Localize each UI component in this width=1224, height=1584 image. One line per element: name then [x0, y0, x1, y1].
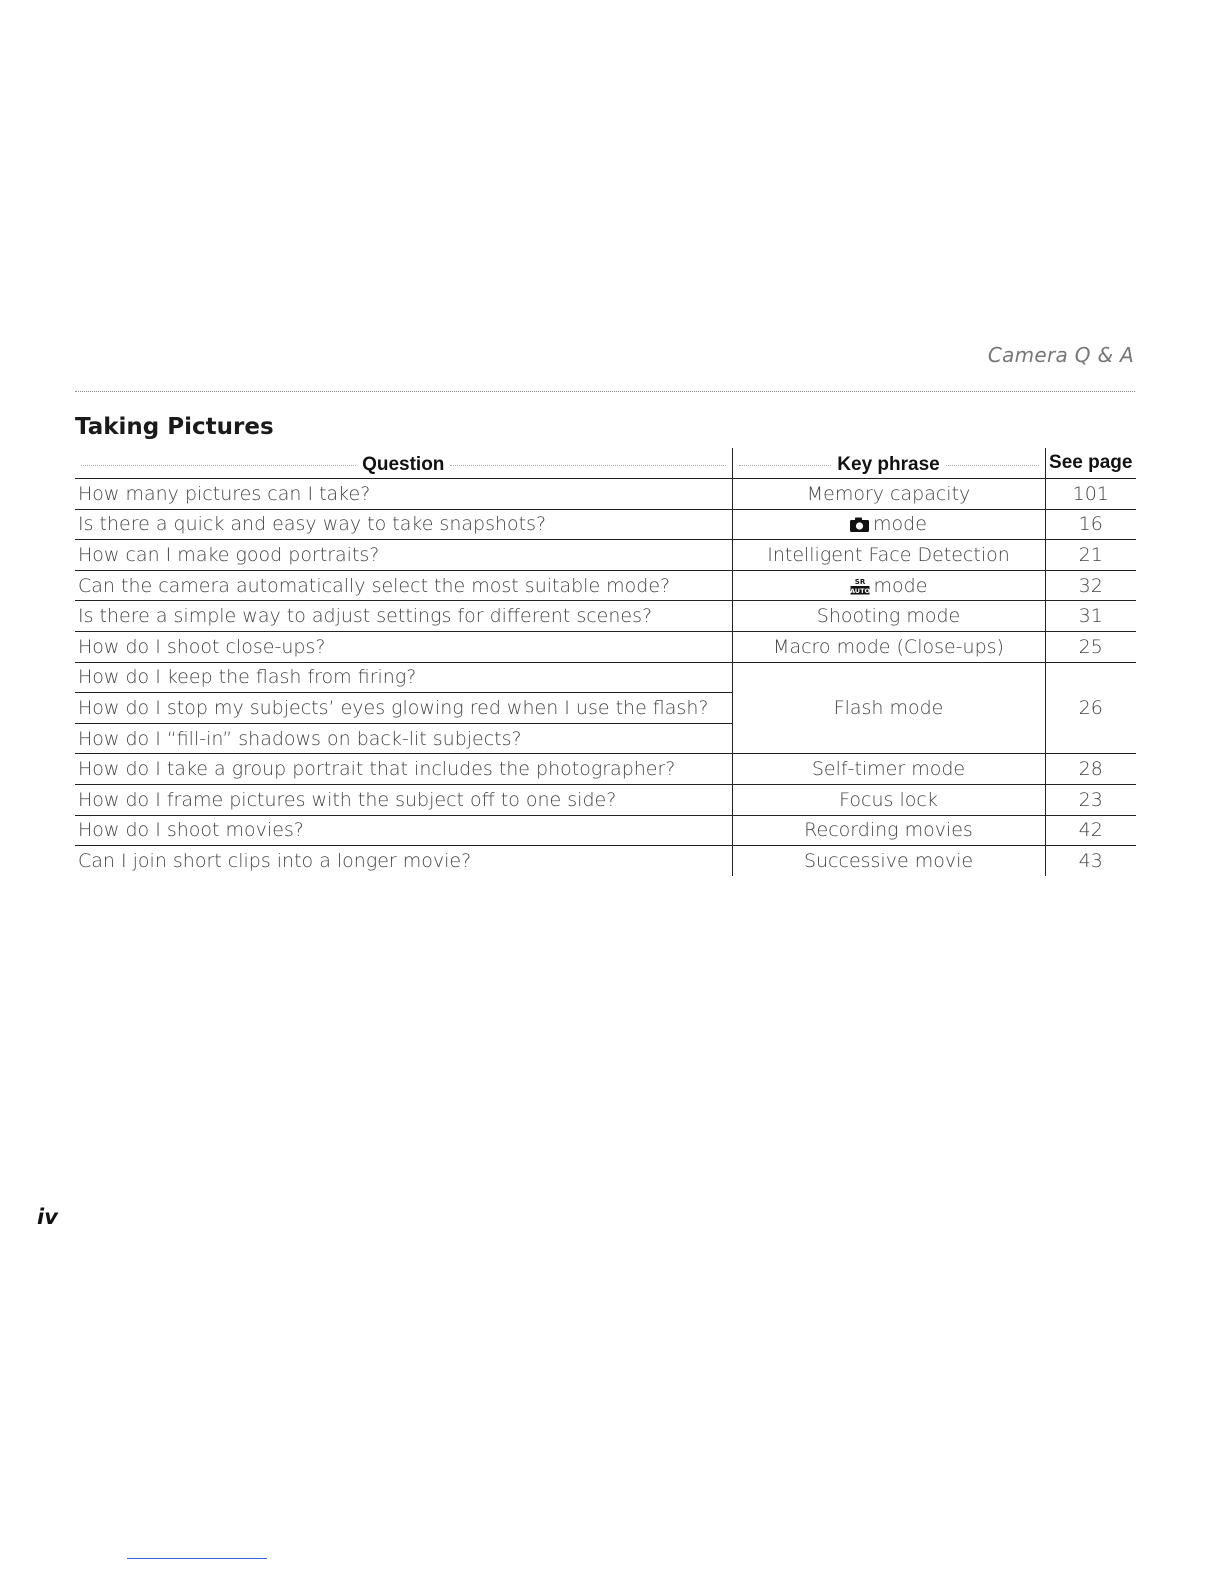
column-header-key-phrase: Key phrase: [732, 448, 1045, 479]
question-cell: How do I shoot movies?: [75, 815, 732, 846]
footer-link-underline: [127, 1558, 267, 1559]
table-row: [75, 846, 1136, 876]
key-phrase-cell: Macro mode (Close-ups): [732, 631, 1045, 662]
column-header-see-page: See page: [1045, 448, 1136, 479]
table-row: [75, 479, 1136, 510]
table-row: [75, 540, 1136, 571]
svg-text:AUTO: AUTO: [849, 586, 870, 595]
question-cell: How do I frame pictures with the subject off to one side?: [75, 784, 732, 815]
page-cell: 28: [1045, 754, 1136, 785]
page-number: iv: [37, 1205, 58, 1229]
page-cell: 101: [1045, 479, 1136, 510]
header-divider: [75, 391, 1135, 392]
table-row: [75, 601, 1136, 632]
key-phrase-cell: SR AUTO mode: [732, 570, 1045, 601]
table-row: [75, 509, 1136, 540]
key-phrase-cell: Memory capacity: [732, 479, 1045, 510]
table-row: [75, 754, 1136, 785]
question-cell: Is there a quick and easy way to take snapshots?: [75, 509, 732, 540]
page-cell: 32: [1045, 570, 1136, 601]
page-cell: 16: [1045, 509, 1136, 540]
qa-table: [75, 448, 1136, 876]
key-phrase-cell: Self-timer mode: [732, 754, 1045, 785]
section-title: Taking Pictures: [75, 414, 274, 440]
question-cell: Can I join short clips into a longer movie?: [78, 849, 472, 872]
key-phrase-cell: Recording movies: [732, 815, 1045, 846]
key-phrase-cell: Intelligent Face Detection: [732, 540, 1045, 571]
question-cell: How many pictures can I take?: [75, 479, 732, 510]
page-cell: 21: [1045, 540, 1136, 571]
running-header: Camera Q & A: [987, 343, 1134, 367]
table-header-row: [75, 448, 1136, 479]
key-phrase-cell: mode: [732, 509, 1045, 540]
svg-text:SR: SR: [854, 577, 865, 586]
question-cell: How do I “fill-in” shadows on back-lit subjects?: [75, 723, 732, 754]
page-cell: 42: [1045, 815, 1136, 846]
column-header-question: Question: [75, 448, 732, 479]
question-cell: How do I stop my subjects’ eyes glowing red when I use the flash?: [75, 693, 732, 724]
table-row: [75, 815, 1136, 846]
question-cell: Is there a simple way to adjust settings for different scenes?: [75, 601, 732, 632]
key-phrase-cell: Flash mode: [732, 662, 1045, 754]
question-cell: How can I make good portraits?: [75, 540, 732, 571]
camera-icon: [850, 517, 869, 532]
page-cell: 25: [1045, 631, 1136, 662]
table-row: [75, 662, 1136, 693]
question-cell: How do I shoot close-ups?: [75, 631, 732, 662]
key-phrase-cell: Successive movie: [732, 846, 1045, 876]
sr-auto-icon: [850, 577, 870, 595]
key-phrase-cell: Focus lock: [732, 784, 1045, 815]
table-row: [75, 631, 1136, 662]
page-cell: 31: [1045, 601, 1136, 632]
table-row: [75, 570, 1136, 601]
page-cell: 43: [1045, 846, 1136, 876]
question-cell: Can the camera automatically select the most suitable mode?: [75, 570, 732, 601]
page-cell: 23: [1045, 784, 1136, 815]
key-phrase-cell: Shooting mode: [732, 601, 1045, 632]
question-cell: How do I keep the flash from firing?: [75, 662, 732, 693]
page-cell: 26: [1045, 662, 1136, 754]
table-row: [75, 784, 1136, 815]
question-cell: How do I take a group portrait that includes the photographer?: [75, 754, 732, 785]
